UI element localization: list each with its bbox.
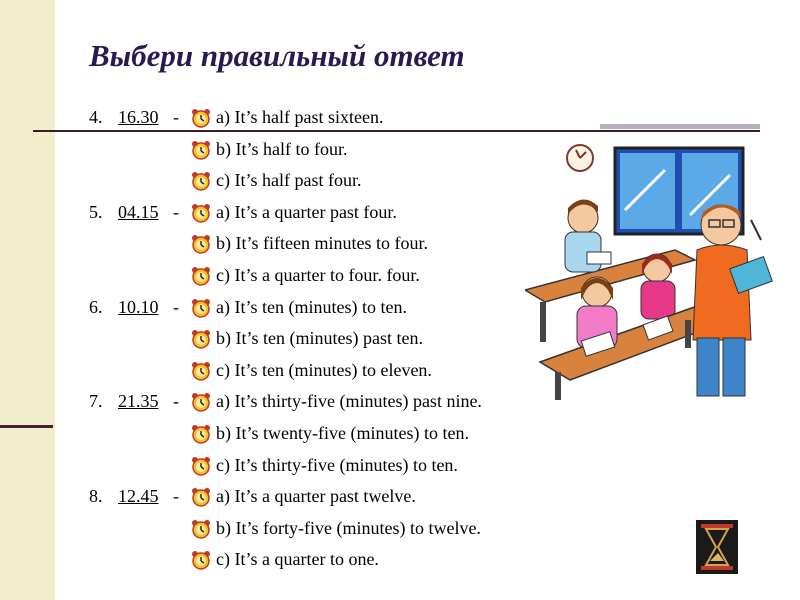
answer-option[interactable]: b) It’s ten (minutes) past ten. [216,328,423,349]
alarm-clock-icon[interactable] [191,234,211,254]
alarm-clock-icon[interactable] [191,487,211,507]
question-8-option-line [0,549,800,577]
question-7-option-line [0,423,800,451]
question-dash: - [173,107,179,127]
question-dash: - [173,296,179,317]
alarm-clock-icon[interactable] [191,298,211,318]
answer-option[interactable]: c) It’s a quarter to one. [216,549,379,570]
question-number: 4. [89,107,103,127]
alarm-clock-icon[interactable] [191,329,211,349]
answer-option[interactable]: a) It’s thirty-five (minutes) past nine. [216,391,482,412]
question-time: 12.45 [118,486,159,507]
answer-option[interactable]: c) It’s thirty-five (minutes) to ten. [216,454,458,475]
question-time: 21.35 [118,391,159,412]
alarm-clock-icon[interactable] [191,550,211,570]
answer-option[interactable]: c) It’s half past four. [216,170,362,191]
answer-option[interactable]: a) It’s a quarter past four. [216,201,397,222]
question-dash: - [173,201,179,222]
wall-clock-icon [567,145,593,171]
question-time: 04.15 [118,201,159,222]
alarm-clock-icon[interactable] [191,361,211,381]
teacher [693,204,772,396]
student-girl-front [577,277,617,356]
question-time: 10.10 [118,296,159,317]
alarm-clock-icon[interactable] [191,203,211,223]
question-number: 7. [89,391,103,412]
alarm-clock-icon[interactable] [191,456,211,476]
hourglass-icon [696,520,738,574]
answer-option[interactable]: b) It’s half to four. [216,138,348,159]
answer-option[interactable]: b) It’s forty-five (minutes) to twelve. [216,517,481,538]
question-dash: - [173,486,179,507]
question-number: 8. [89,486,103,507]
question-number: 6. [89,296,103,317]
student-girl-back [641,254,675,319]
alarm-clock-icon[interactable] [191,266,211,286]
answer-option[interactable]: b) It’s fifteen minutes to four. [216,233,428,254]
student-boy-back [565,199,611,272]
alarm-clock-icon[interactable] [191,392,211,412]
answer-option[interactable]: a) It’s a quarter past twelve. [216,486,416,507]
answer-option[interactable]: c) It’s a quarter to four. four. [216,265,420,285]
alarm-clock-icon[interactable] [191,140,211,160]
question-8-option-line [0,518,800,546]
answer-option[interactable]: c) It’s ten (minutes) to eleven. [216,359,432,380]
answer-option[interactable]: a) It’s ten (minutes) to ten. [216,296,407,317]
answer-option[interactable]: b) It’s twenty-five (minutes) to ten. [216,423,469,443]
answer-option[interactable]: a) It’s half past sixteen. [216,107,384,127]
alarm-clock-icon[interactable] [191,424,211,444]
alarm-clock-icon[interactable] [191,519,211,539]
question-7-option-line [0,455,800,483]
question-4-option-line [0,107,800,135]
classroom-illustration [525,140,795,400]
alarm-clock-icon[interactable] [191,171,211,191]
alarm-clock-icon[interactable] [191,108,211,128]
question-number: 5. [89,201,103,222]
question-time: 16.30 [118,107,159,127]
slide-title: Выбери правильный ответ [89,38,465,73]
question-8-option-line [0,486,800,514]
question-dash: - [173,391,179,412]
